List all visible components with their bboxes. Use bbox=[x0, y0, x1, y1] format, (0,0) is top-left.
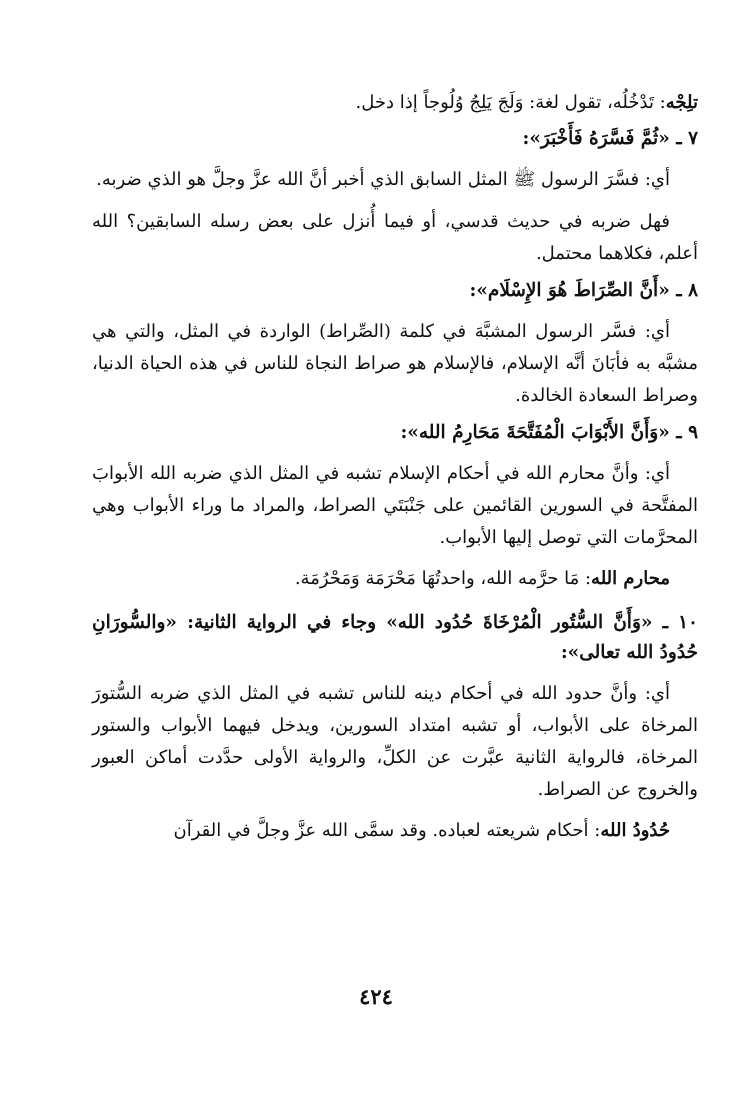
section-9-note bbox=[92, 564, 698, 594]
page-body bbox=[92, 88, 698, 846]
section-9-heading: ٩ ـ «وَأَنَّ الأَبْوَابَ الْمُفَتَّحَةَ مَحَارِمُ الله»: bbox=[400, 422, 698, 443]
section-7-paragraph-1: أي: فسَّرَ الرسول ﷺ المثل السابق الذي أخبر أنَّ الله عزَّ وجلَّ هو الذي ضربه. bbox=[96, 169, 670, 190]
section-10-note-term: حُدُودُ الله bbox=[600, 820, 670, 841]
section-7-paragraph-2: فهل ضربه في حديث قدسي، أو فيما أُنزل على بعض رسله السابقين؟ الله أعلم، فكلاهما محتمل. bbox=[92, 211, 698, 264]
section-9-note-text: : مَا حرَّمه الله، واحدتُهَا مَحْرَمَة وَمَحْرُمَة. bbox=[294, 568, 592, 589]
section-10-note-text: : أحكام شريعته لعباده. وقد سمَّى الله عزَّ وجلَّ في القرآن bbox=[173, 820, 601, 841]
section-7-heading: ٧ ـ «ثُمَّ فَسَّرَهُ فَأَخْبَرَ»: bbox=[522, 128, 698, 149]
page-number: ٤٢٤ bbox=[359, 984, 393, 1009]
intro-line bbox=[92, 88, 698, 118]
section-10-note bbox=[92, 816, 698, 846]
section-8-heading: ٨ ـ «أَنَّ الصِّرَاطَ هُوَ الإِسْلَام»: bbox=[469, 280, 698, 301]
section-9-paragraph-1: أي: وأنَّ محارم الله في أحكام الإسلام تشبه في المثل الذي ضربه الله الأبوابَ المفتَّحة في السورين القائمين على جَنْبَتَي الصراط، والمراد ما وراء الأبواب وهي المحرَّمات التي توصل إليها الأبواب. bbox=[92, 463, 698, 548]
intro-text: : تَدْخُلُه، تقول لغة: وَلَجَ يَلِجُ وُلُوجاً إذا دخل. bbox=[355, 92, 666, 113]
section-10-paragraph-1: أي: وأنَّ حدود الله في أحكام دينه للناس تشبه في المثل الذي ضربه السُّتورَ المرخاة على الأبواب، أو تشبه امتداد السورين، ويدخل فيهما الأبواب والستور المرخاة، فالرواية الثانية عبَّرت عن الكلِّ، والرواية الأولى حدَّدت أماكن العبور والخروج عن الصراط. bbox=[92, 683, 698, 800]
section-8-paragraph-1: أي: فسَّر الرسول المشبَّهَ في كلمة (الصِّراط) الواردة في المثل، والتي هي مشبَّه به فأبَانَ أنَّه الإسلام، فالإسلام هو صراط النجاة للناس في هذه الحياة الدنيا، وصراط السعادة الخالدة. bbox=[92, 321, 698, 406]
section-9-note-term: محارم الله bbox=[591, 568, 670, 589]
intro-term: تلِجْه bbox=[665, 92, 698, 113]
section-10-heading: ١٠ ـ «وَأَنَّ السُّتُور الْمُرْخَاةَ حُدُود الله» وجاء في الرواية الثانية: «والسُّورَانِ حُدُودُ الله تعالى»: bbox=[92, 612, 698, 663]
